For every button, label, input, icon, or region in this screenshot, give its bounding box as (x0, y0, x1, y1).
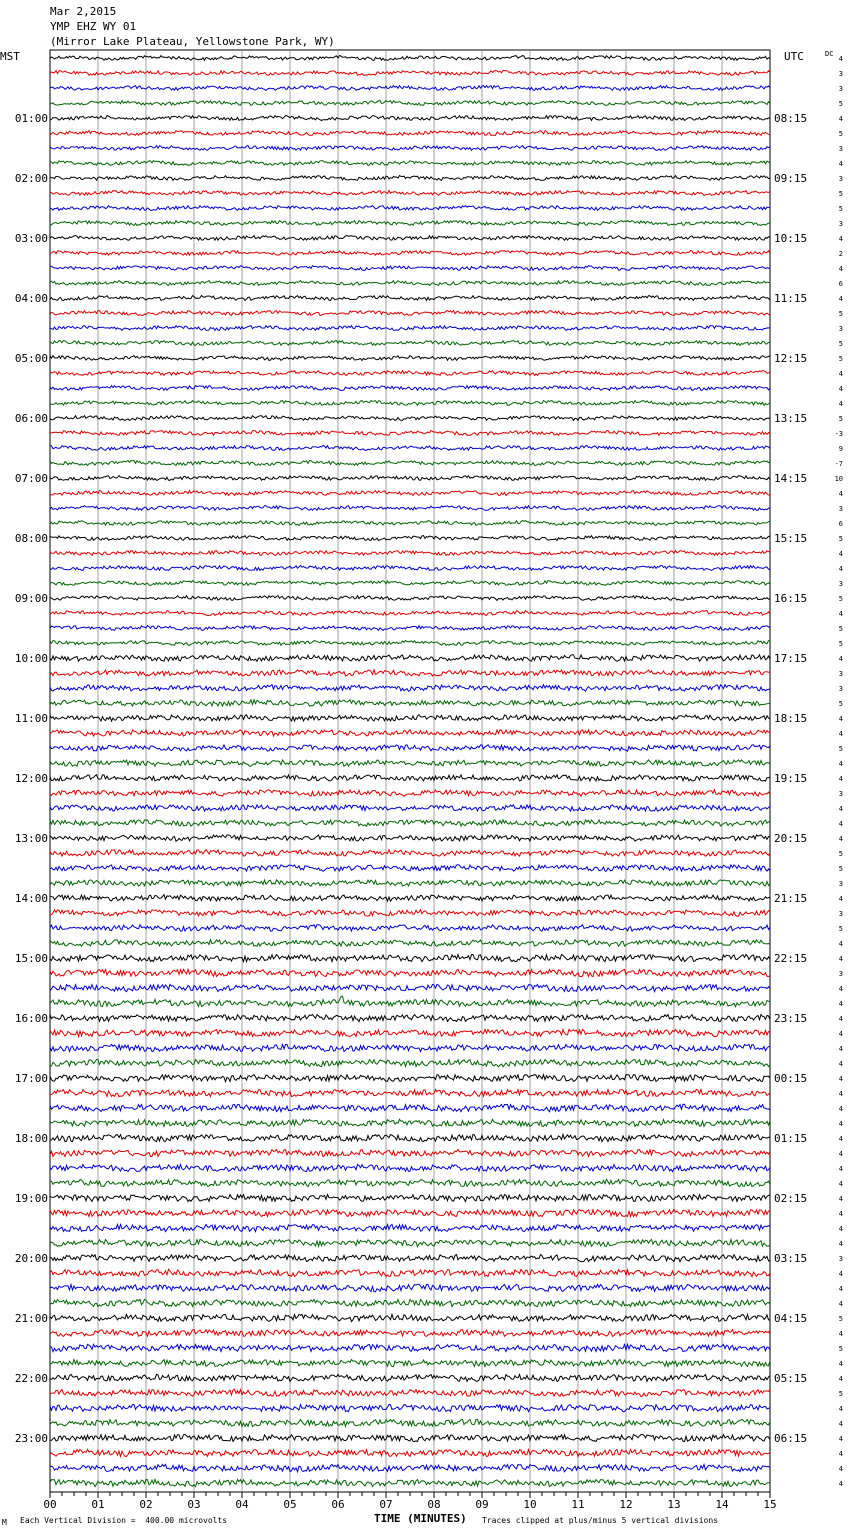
seismic-trace (50, 685, 770, 692)
dc-offset-label: 3 (838, 580, 843, 588)
seismic-trace (50, 1419, 770, 1426)
seismic-trace (50, 1359, 770, 1366)
seismic-trace (50, 1405, 770, 1412)
right-hour-label: 16:15 (774, 592, 808, 605)
dc-offset-label: 4 (838, 1300, 843, 1308)
dc-offset-label: 3 (838, 880, 843, 888)
seismic-trace (50, 1044, 770, 1051)
seismic-trace (50, 626, 770, 631)
right-hour-label: 15:15 (774, 532, 808, 545)
x-tick-label: 02 (139, 1498, 153, 1511)
right-hour-label: 14:15 (774, 472, 808, 485)
seismic-trace (50, 296, 770, 301)
x-tick-label: 06 (331, 1498, 345, 1511)
seismic-trace (50, 161, 770, 166)
dc-offset-label: 5 (838, 340, 843, 348)
dc-offset-label: 6 (838, 280, 843, 288)
seismic-trace (50, 969, 770, 976)
dc-offset-label: 5 (838, 100, 843, 108)
dc-offset-label: 10 (834, 475, 843, 483)
right-hour-label: 05:15 (774, 1372, 808, 1385)
dc-offset-label: 3 (838, 175, 843, 183)
seismic-trace (50, 700, 770, 706)
dc-offset-label: 4 (838, 265, 843, 273)
x-tick-label: 10 (523, 1498, 537, 1511)
dc-offset-label: 4 (838, 655, 843, 663)
right-hour-label: 10:15 (774, 232, 808, 245)
left-hour-label: 08:00 (14, 532, 48, 545)
dc-offset-label: 3 (838, 85, 843, 93)
left-hour-label: 17:00 (14, 1072, 48, 1085)
seismic-trace (50, 401, 770, 406)
left-hour-label: 06:00 (14, 412, 48, 425)
dc-offset-label: 5 (838, 700, 843, 708)
seismic-trace (50, 984, 770, 991)
seismic-trace (50, 641, 770, 646)
right-hour-label: 12:15 (774, 352, 808, 365)
dc-offset-label: 4 (838, 955, 843, 963)
dc-offset-label: 4 (838, 1360, 843, 1368)
seismic-trace (50, 341, 770, 346)
seismic-trace (50, 1209, 770, 1216)
seismic-trace (50, 101, 770, 106)
dc-offset-label: 4 (838, 490, 843, 498)
dc-offset-label: 4 (838, 1060, 843, 1068)
dc-offset-label: 5 (838, 865, 843, 873)
dc-offset-label: 3 (838, 70, 843, 78)
seismic-trace (50, 581, 770, 586)
seismic-trace (50, 281, 770, 286)
seismic-trace (50, 955, 770, 962)
seismic-trace (50, 1195, 770, 1202)
seismic-trace (50, 910, 770, 917)
left-hour-label: 07:00 (14, 472, 48, 485)
left-hour-label: 01:00 (14, 112, 48, 125)
dc-offset-label: 3 (838, 220, 843, 228)
seismic-trace (50, 1059, 770, 1066)
dc-offset-label: 4 (838, 1015, 843, 1023)
dc-offset-label: 4 (838, 160, 843, 168)
x-tick-label: 04 (235, 1498, 249, 1511)
dc-offset-label: 4 (838, 1450, 843, 1458)
dc-offset-label: 4 (838, 1225, 843, 1233)
seismic-trace (50, 1149, 770, 1156)
dc-offset-label: 6 (838, 520, 843, 528)
right-hour-label: 17:15 (774, 652, 808, 665)
dc-offset-label: 4 (838, 1165, 843, 1173)
dc-offset-label: 4 (838, 1075, 843, 1083)
seismic-trace (50, 206, 770, 211)
left-hour-label: 03:00 (14, 232, 48, 245)
x-tick-label: 09 (475, 1498, 489, 1511)
dc-offset-label: 4 (838, 400, 843, 408)
seismic-trace (50, 715, 770, 721)
seismic-trace (50, 416, 770, 421)
seismic-trace (50, 266, 770, 271)
seismic-trace (50, 116, 770, 121)
seismic-trace (50, 236, 770, 241)
dc-offset-label: 4 (838, 715, 843, 723)
dc-offset-label: 4 (838, 1180, 843, 1188)
right-hour-label: 20:15 (774, 832, 808, 845)
seismic-trace (50, 1089, 770, 1096)
seismic-trace (50, 1374, 770, 1381)
dc-offset-label: 9 (838, 445, 843, 453)
dc-offset-label: 3 (838, 970, 843, 978)
dc-offset-label: 5 (838, 205, 843, 213)
seismic-trace (50, 996, 770, 1007)
dc-offset-label: 5 (838, 415, 843, 423)
dc-offset-label: 4 (838, 1120, 843, 1128)
seismic-trace (50, 536, 770, 541)
seismic-trace (50, 146, 770, 151)
left-hour-label: 04:00 (14, 292, 48, 305)
seismic-trace (50, 506, 770, 511)
dc-offset-label: 4 (838, 1150, 843, 1158)
seismic-trace (50, 730, 770, 736)
seismic-trace (50, 925, 770, 931)
dc-offset-label: 3 (838, 145, 843, 153)
right-hour-label: 03:15 (774, 1252, 808, 1265)
seismic-trace (50, 86, 770, 91)
seismic-trace (50, 371, 770, 376)
x-tick-label: 08 (427, 1498, 441, 1511)
right-hour-label: 19:15 (774, 772, 808, 785)
seismic-trace (50, 131, 770, 136)
seismic-trace (50, 850, 770, 857)
right-hour-label: 04:15 (774, 1312, 808, 1325)
dc-offset-label: 4 (838, 550, 843, 558)
seismic-trace (50, 670, 770, 676)
dc-offset-label: 3 (838, 685, 843, 693)
x-tick-label: 13 (667, 1498, 681, 1511)
dc-offset-label: 3 (838, 910, 843, 918)
right-hour-label: 22:15 (774, 952, 808, 965)
seismic-trace (50, 1239, 770, 1246)
x-tick-label: 15 (763, 1498, 777, 1511)
x-tick-label: 05 (283, 1498, 297, 1511)
dc-offset-label: 4 (838, 1330, 843, 1338)
dc-offset-label: 5 (838, 850, 843, 858)
dc-offset-label: 4 (838, 1420, 843, 1428)
dc-offset-label: 4 (838, 1105, 843, 1113)
dc-offset-label: 4 (838, 835, 843, 843)
right-hour-label: 11:15 (774, 292, 808, 305)
left-hour-label: 23:00 (14, 1432, 48, 1445)
left-hour-label: 13:00 (14, 832, 48, 845)
seismic-trace (50, 476, 770, 481)
seismic-trace (50, 805, 770, 811)
dc-offset-label: 4 (838, 235, 843, 243)
dc-offset-label: 5 (838, 310, 843, 318)
right-hour-label: 02:15 (774, 1192, 808, 1205)
left-timezone-label: MST (0, 50, 20, 63)
location-label: (Mirror Lake Plateau, Yellowstone Park, WY) (50, 35, 335, 48)
right-hour-label: 01:15 (774, 1132, 808, 1145)
seismic-trace (50, 521, 770, 526)
seismic-trace (50, 1284, 770, 1291)
right-hour-label: 18:15 (774, 712, 808, 725)
dc-offset-label: 4 (838, 1240, 843, 1248)
right-hour-label: 09:15 (774, 172, 808, 185)
dc-offset-label: 4 (838, 1375, 843, 1383)
dc-offset-label: 5 (838, 925, 843, 933)
dc-offset-label: 4 (838, 565, 843, 573)
seismic-trace (50, 655, 770, 662)
left-hour-label: 02:00 (14, 172, 48, 185)
seismic-trace (50, 745, 770, 751)
dc-offset-label: 5 (838, 1345, 843, 1353)
seismic-trace (50, 1464, 770, 1471)
dc-offset-label: 5 (838, 595, 843, 603)
seismic-trace (50, 1225, 770, 1232)
left-hour-label: 21:00 (14, 1312, 48, 1325)
seismic-trace (50, 1389, 770, 1396)
seismic-trace (50, 1179, 770, 1186)
dc-offset-label: 3 (838, 505, 843, 513)
seismic-trace (50, 1314, 770, 1321)
dc-offset-label: 4 (838, 55, 843, 63)
seismic-trace (50, 56, 770, 61)
left-hour-label: 09:00 (14, 592, 48, 605)
seismic-trace (50, 461, 770, 466)
dc-offset-label: 4 (838, 775, 843, 783)
x-tick-label: 14 (715, 1498, 729, 1511)
seismic-trace (50, 1344, 770, 1351)
seismic-trace (50, 71, 770, 76)
dc-offset-label: 4 (838, 820, 843, 828)
dc-offset-label: 4 (838, 1090, 843, 1098)
seismic-trace (50, 1329, 770, 1336)
seismic-trace (50, 251, 770, 256)
left-hour-label: 22:00 (14, 1372, 48, 1385)
seismic-trace (50, 221, 770, 226)
seismic-trace (50, 895, 770, 902)
dc-offset-label: 4 (838, 730, 843, 738)
seismic-trace (50, 446, 770, 451)
dc-offset-label: 5 (838, 130, 843, 138)
dc-label: DC (825, 50, 834, 58)
dc-offset-label: -3 (834, 430, 843, 438)
dc-offset-label: 4 (838, 1210, 843, 1218)
seismic-trace (50, 865, 770, 871)
dc-offset-label: 4 (838, 1405, 843, 1413)
seismic-trace (50, 940, 770, 947)
dc-offset-label: 5 (838, 625, 843, 633)
dc-offset-label: 4 (838, 295, 843, 303)
dc-offset-label: 4 (838, 805, 843, 813)
dc-offset-label: 4 (838, 1285, 843, 1293)
seismic-trace (50, 1449, 770, 1456)
seismic-trace (50, 1255, 770, 1262)
dc-offset-label: 4 (838, 895, 843, 903)
x-tick-label: 07 (379, 1498, 393, 1511)
seismic-trace (50, 176, 770, 181)
seismic-trace (50, 491, 770, 496)
seismic-trace (50, 191, 770, 196)
dc-offset-label: 2 (838, 250, 843, 258)
left-hour-label: 15:00 (14, 952, 48, 965)
seismic-trace (50, 790, 770, 796)
right-hour-label: 00:15 (774, 1072, 808, 1085)
right-hour-label: 21:15 (774, 892, 808, 905)
seismic-trace (50, 1119, 770, 1126)
seismic-trace (50, 1104, 770, 1111)
seismic-trace (50, 1269, 770, 1276)
dc-offset-label: 5 (838, 355, 843, 363)
dc-offset-label: 4 (838, 1270, 843, 1278)
seismic-trace (50, 431, 770, 436)
left-hour-label: 20:00 (14, 1252, 48, 1265)
dc-offset-label: 4 (838, 1030, 843, 1038)
seismic-trace (50, 1029, 770, 1036)
dc-offset-label: 4 (838, 1465, 843, 1473)
x-axis-label: TIME (MINUTES) (374, 1512, 467, 1525)
seismic-trace (50, 1165, 770, 1172)
seismic-trace (50, 611, 770, 616)
dc-offset-label: 3 (838, 670, 843, 678)
left-hour-label: 18:00 (14, 1132, 48, 1145)
seismic-trace (50, 760, 770, 767)
seismic-trace (50, 326, 770, 331)
dc-offset-label: 4 (838, 985, 843, 993)
x-tick-label: 03 (187, 1498, 201, 1511)
seismic-trace (50, 1014, 770, 1021)
dc-offset-label: 3 (838, 1255, 843, 1263)
dc-offset-label: 4 (838, 610, 843, 618)
dc-offset-label: 4 (838, 940, 843, 948)
seismic-trace (50, 551, 770, 556)
seismic-trace (50, 775, 770, 781)
left-hour-label: 14:00 (14, 892, 48, 905)
dc-offset-label: 5 (838, 640, 843, 648)
left-hour-label: 12:00 (14, 772, 48, 785)
dc-offset-label: 3 (838, 325, 843, 333)
seismic-trace (50, 1299, 770, 1306)
dc-offset-label: 4 (838, 1195, 843, 1203)
right-hour-label: 06:15 (774, 1432, 808, 1445)
seismic-trace (50, 356, 770, 361)
corner-label: M (2, 1518, 7, 1527)
left-hour-label: 10:00 (14, 652, 48, 665)
dc-offset-label: 4 (838, 1135, 843, 1143)
dc-offset-label: 4 (838, 1000, 843, 1008)
dc-offset-label: 5 (838, 1315, 843, 1323)
dc-offset-label: 4 (838, 760, 843, 768)
left-hour-label: 05:00 (14, 352, 48, 365)
clip-note: Traces clipped at plus/minus 5 vertical divisions (482, 1516, 719, 1525)
right-hour-label: 08:15 (774, 112, 808, 125)
seismic-trace (50, 386, 770, 391)
dc-offset-label: 4 (838, 115, 843, 123)
seismic-trace (50, 566, 770, 571)
x-tick-label: 11 (571, 1498, 585, 1511)
dc-offset-label: 4 (838, 1435, 843, 1443)
dc-offset-label: 4 (838, 370, 843, 378)
seismic-trace (50, 1134, 770, 1141)
seismic-trace (50, 1434, 770, 1441)
dc-offset-label: 5 (838, 190, 843, 198)
seismic-trace (50, 1479, 770, 1486)
right-hour-label: 13:15 (774, 412, 808, 425)
dc-offset-label: 5 (838, 745, 843, 753)
dc-offset-label: -7 (834, 460, 843, 468)
left-hour-label: 16:00 (14, 1012, 48, 1025)
dc-offset-label: 5 (838, 535, 843, 543)
seismic-trace (50, 1075, 770, 1082)
date-label: Mar 2,2015 (50, 5, 117, 18)
x-tick-label: 12 (619, 1498, 633, 1511)
seismic-trace (50, 820, 770, 827)
seismic-trace (50, 880, 770, 886)
x-tick-label: 01 (91, 1498, 105, 1511)
seismic-trace (50, 311, 770, 316)
scale-label: Each Vertical Division = 400.00 microvolts (20, 1516, 228, 1525)
left-hour-label: 19:00 (14, 1192, 48, 1205)
right-hour-label: 23:15 (774, 1012, 808, 1025)
seismic-trace (50, 596, 770, 601)
dc-offset-label: 4 (838, 1480, 843, 1488)
x-tick-label: 00 (43, 1498, 57, 1511)
dc-offset-label: 3 (838, 790, 843, 798)
dc-offset-label: 4 (838, 385, 843, 393)
dc-offset-label: 5 (838, 1390, 843, 1398)
station-label: YMP EHZ WY 01 (50, 20, 137, 33)
seismic-trace (50, 835, 770, 841)
right-timezone-label: UTC (784, 50, 804, 63)
dc-offset-label: 4 (838, 1045, 843, 1053)
left-hour-label: 11:00 (14, 712, 48, 725)
